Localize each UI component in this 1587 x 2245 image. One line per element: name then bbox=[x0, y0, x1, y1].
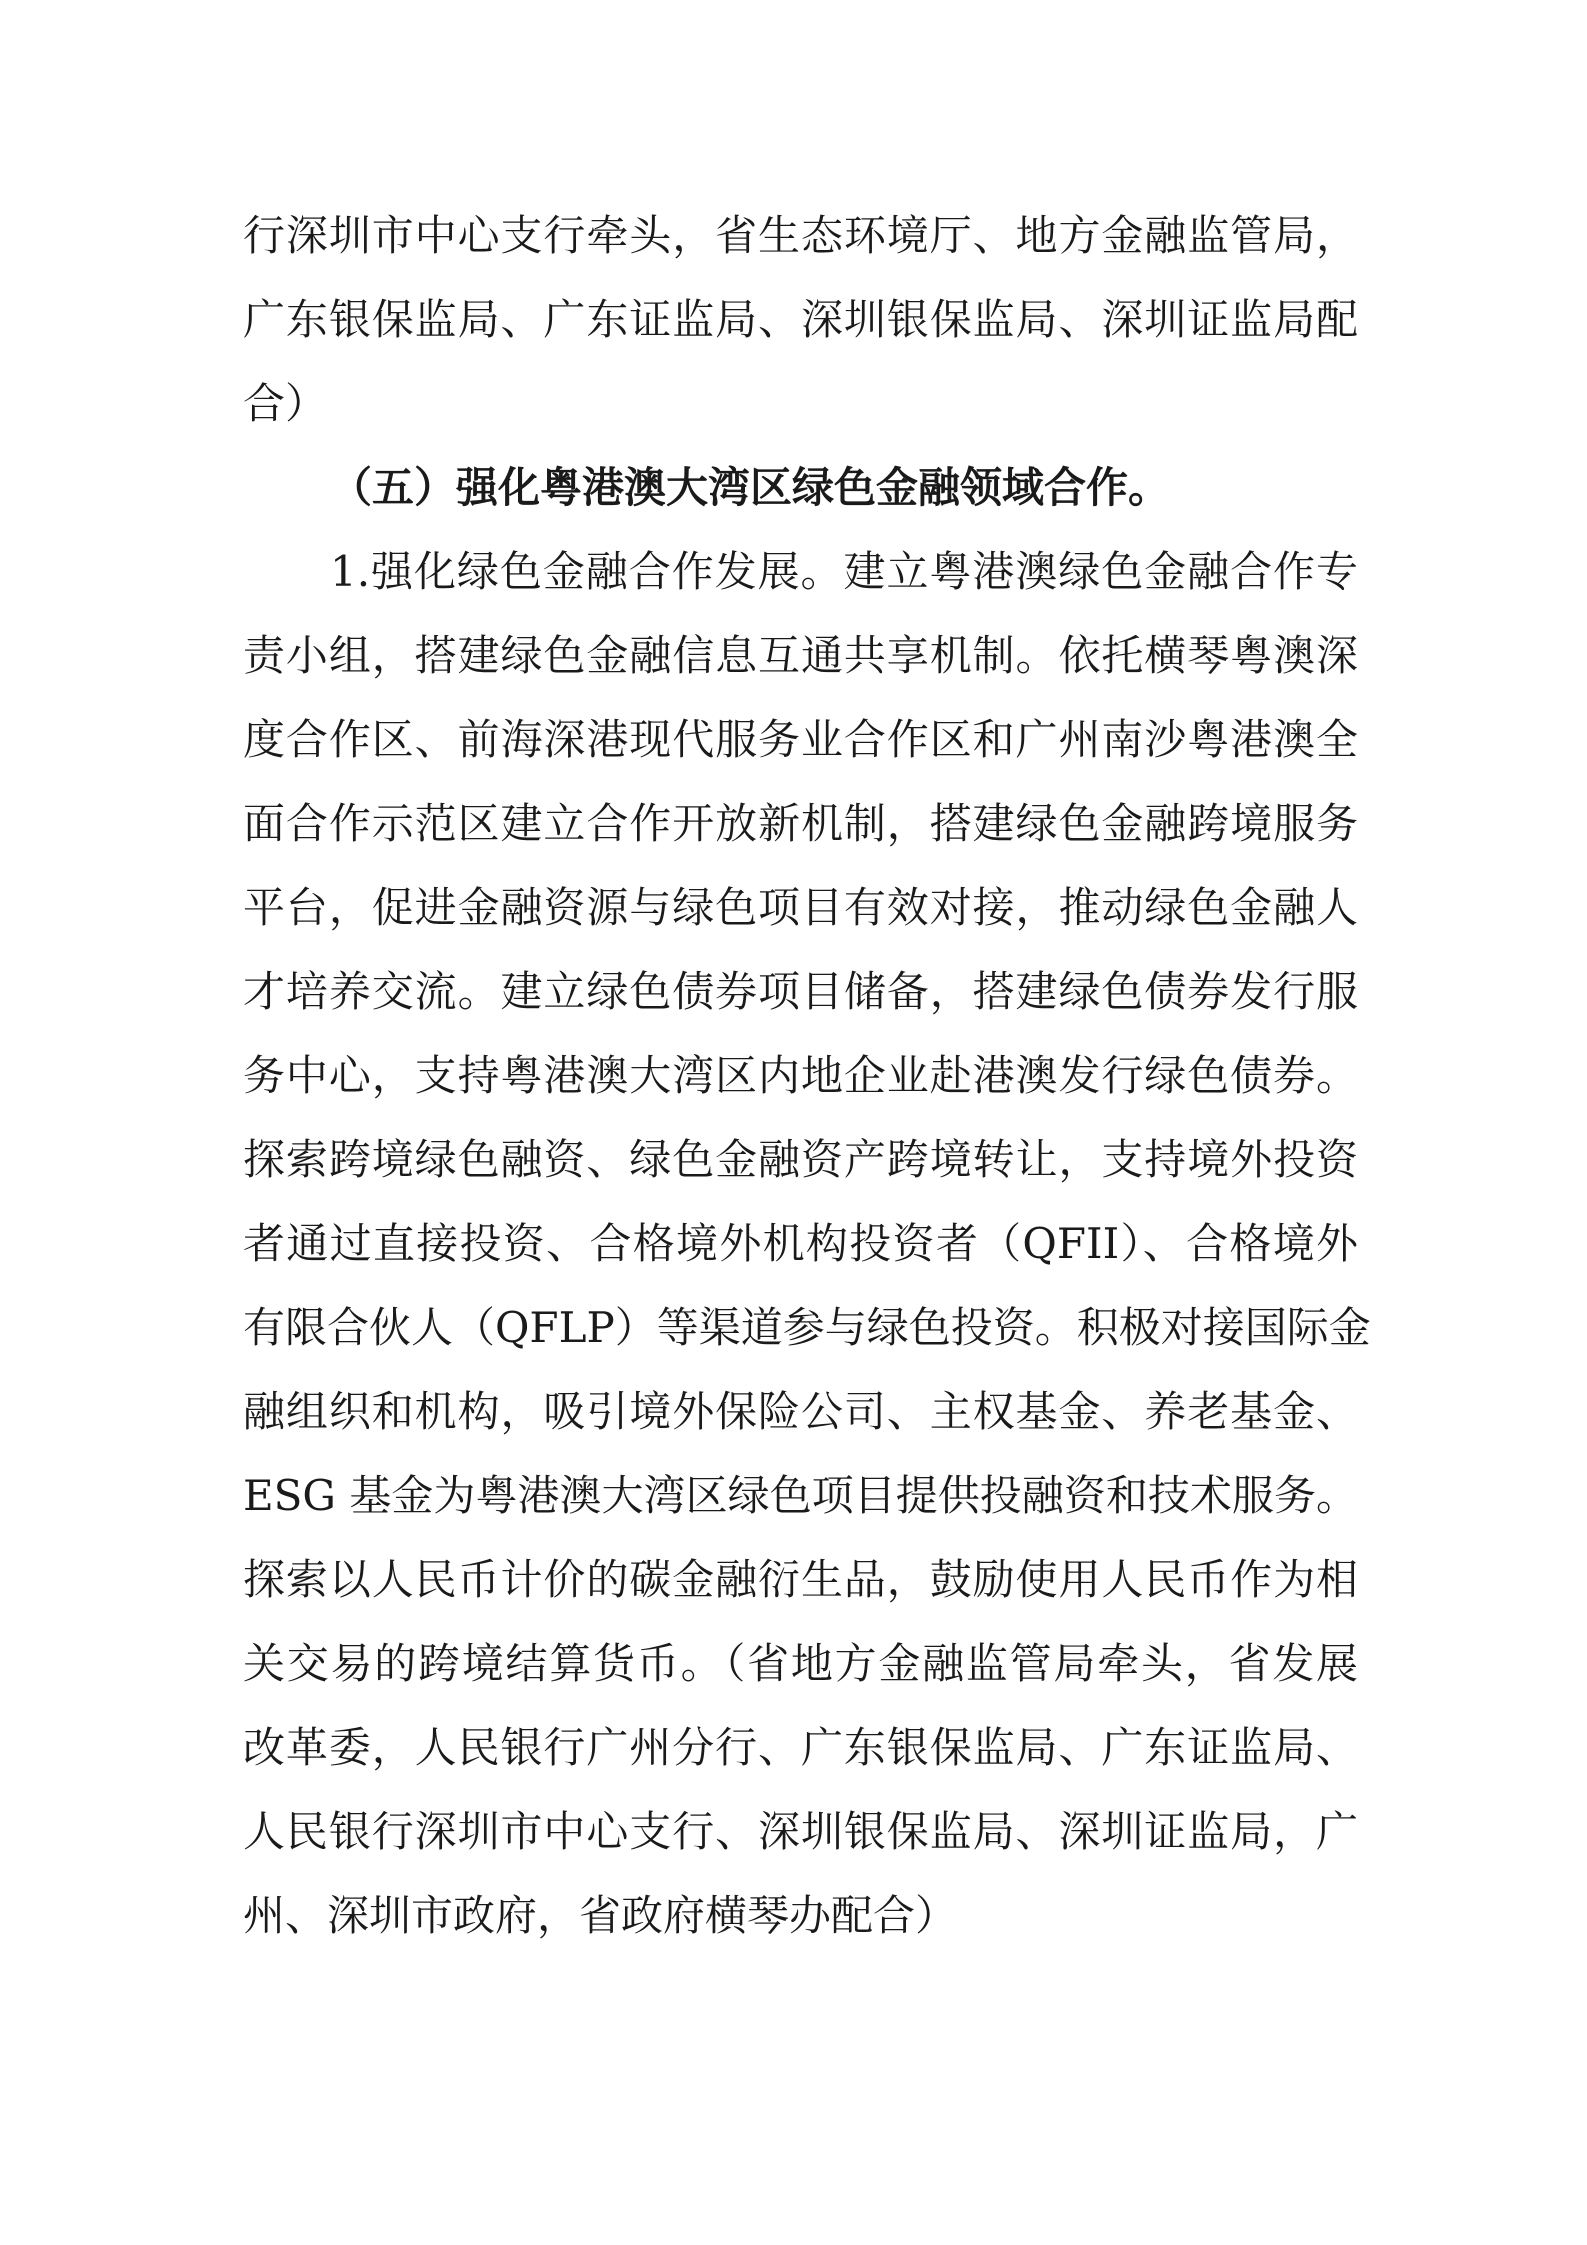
paragraph-line: 州、深圳市政府，省政府横琴办配合） bbox=[243, 1891, 958, 1940]
section-heading: （五）强化粤港澳大湾区绿色金融领域合作。 bbox=[330, 463, 1171, 512]
paragraph-line: 人民银行深圳市中心支行、深圳银保监局、深圳证监局，广 bbox=[243, 1807, 1358, 1856]
paragraph-line: 1.强化绿色金融合作发展。建立粤港澳绿色金融合作专 bbox=[330, 547, 1358, 596]
paragraph-line: 探索以人民币计价的碳金融衍生品，鼓励使用人民币作为相 bbox=[243, 1555, 1358, 1604]
paragraph-line: 面合作示范区建立合作开放新机制，搭建绿色金融跨境服务 bbox=[243, 799, 1358, 848]
paragraph-line: 平台，促进金融资源与绿色项目有效对接，推动绿色金融人 bbox=[243, 883, 1358, 932]
paragraph-line: 合） bbox=[243, 379, 328, 428]
paragraph-line: 广东银保监局、广东证监局、深圳银保监局、深圳证监局配 bbox=[243, 295, 1358, 344]
paragraph-line: 有限合伙人（QFLP）等渠道参与绿色投资。积极对接国际金 bbox=[243, 1303, 1371, 1352]
paragraph-line: 才培养交流。建立绿色债券项目储备，搭建绿色债券发行服 bbox=[243, 967, 1358, 1016]
paragraph-line: 务中心，支持粤港澳大湾区内地企业赴港澳发行绿色债券。 bbox=[243, 1051, 1358, 1100]
paragraph-line: 融组织和机构，吸引境外保险公司、主权基金、养老基金、 bbox=[243, 1387, 1358, 1436]
paragraph-line: 者通过直接投资、合格境外机构投资者（QFII）、合格境外 bbox=[243, 1219, 1358, 1268]
paragraph-line: 责小组，搭建绿色金融信息互通共享机制。依托横琴粤澳深 bbox=[243, 631, 1358, 680]
paragraph-line: 探索跨境绿色融资、绿色金融资产跨境转让，支持境外投资 bbox=[243, 1135, 1358, 1184]
paragraph-line: 度合作区、前海深港现代服务业合作区和广州南沙粤港澳全 bbox=[243, 715, 1358, 764]
paragraph-line: 关交易的跨境结算货币。（省地方金融监管局牵头，省发展 bbox=[243, 1639, 1358, 1688]
paragraph-line: ESG 基金为粤港澳大湾区绿色项目提供投融资和技术服务。 bbox=[243, 1471, 1358, 1520]
paragraph-line: 改革委，人民银行广州分行、广东银保监局、广东证监局、 bbox=[243, 1723, 1358, 1772]
paragraph-line: 行深圳市中心支行牵头，省生态环境厅、地方金融监管局， bbox=[243, 211, 1358, 260]
